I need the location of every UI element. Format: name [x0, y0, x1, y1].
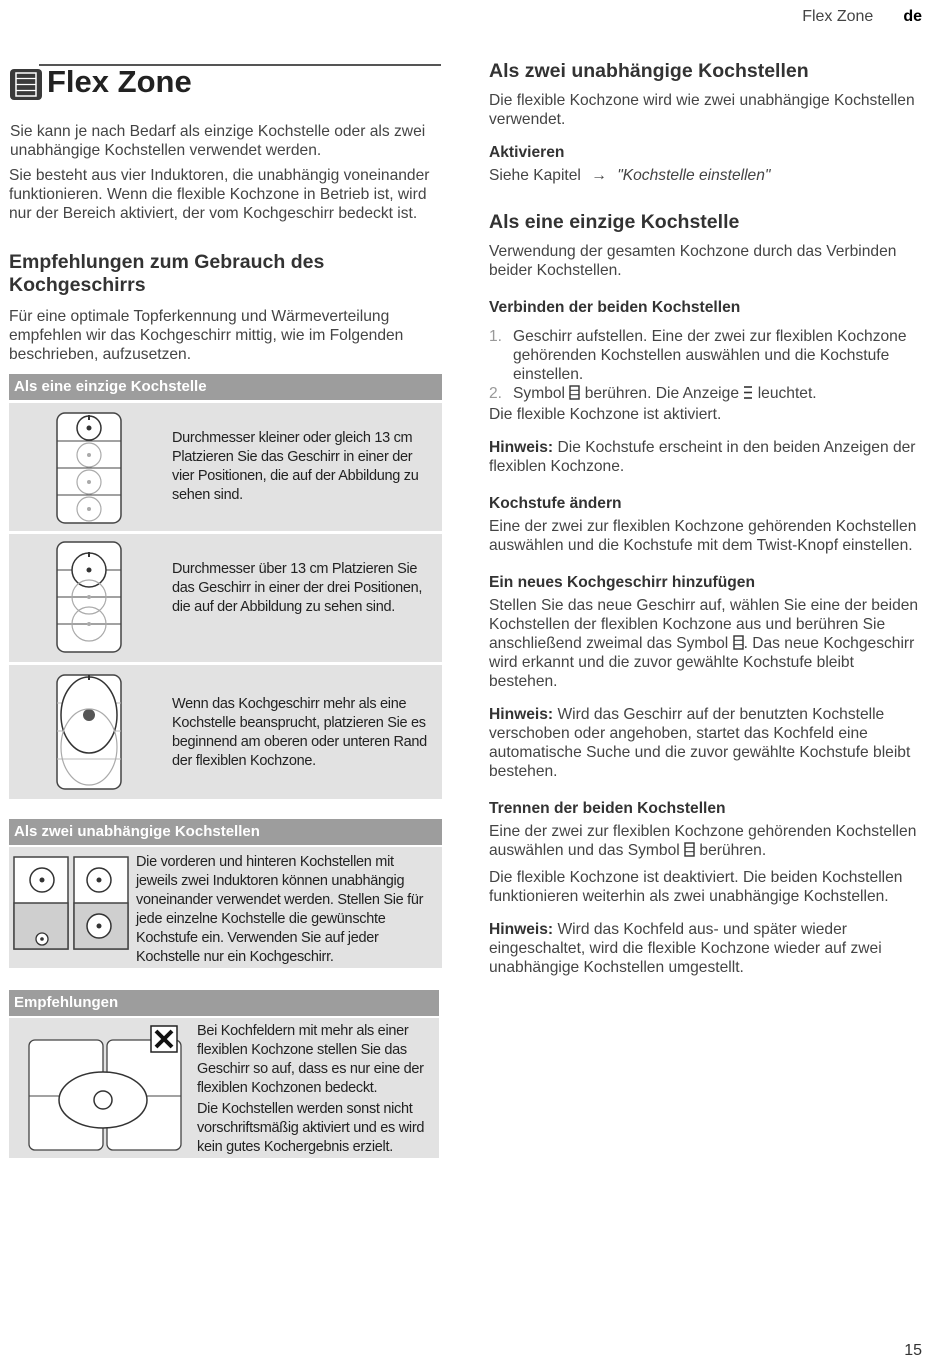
recommendations-panel [9, 990, 439, 1158]
header-language: de [903, 8, 922, 25]
step-number: 1. [489, 328, 503, 345]
heading-change-level: Kochstufe ändern [489, 495, 622, 512]
panel-row-recommendations [9, 1016, 439, 1158]
note-label: Hinweis: [489, 921, 554, 938]
step-number: 2. [489, 385, 503, 402]
cookware-paragraph: Für eine optimale Topferkennung und Wärmeverteilung empfehlen wir das Kochgeschirr mittig, wie im Folgenden beschrieben, aufzusetzen. [9, 308, 404, 363]
paragraph-change-level: Eine der zwei zur flexiblen Kochzone gehörenden Kochstellen auswählen und die Kochstufe mit dem Twist-Knopf einstellen. [489, 518, 917, 554]
panel-row-two-zones [9, 845, 442, 968]
page-header [802, 8, 922, 26]
two-zones-text: Die vorderen und hinteren Kochstellen mit jeweils zwei Induktoren können unabhängig voneinander verwendet werden. Stellen Sie für jede einzelne Kochstelle die gewünschte Kochstufe ein. Verwenden Sie auf jeder Kochstelle nur ein Kochgeschirr. [136, 854, 424, 965]
heading-single-zone: Als eine einzige Kochstelle [489, 211, 740, 233]
flex-zone-icon [9, 68, 43, 101]
note-label: Hinweis: [489, 706, 554, 723]
panel-header-single: Als eine einzige Kochstelle [9, 374, 442, 400]
intro-paragraph-1: Sie kann je nach Bedarf als einzige Kochstelle oder als zwei unabhängige Kochstellen verwendet werden. [10, 123, 426, 159]
activate-prefix: Siehe Kapitel [489, 167, 581, 184]
recommendations-text [197, 1022, 433, 1157]
add-cookware-text-a: Stellen Sie das neue Geschirr auf, wählen Sie eine der beiden Kochstellen der flexiblen Kochzone aus und berühren Sie anschließend zweimal das Symbol [489, 597, 919, 652]
recommendations-text-2: Die Kochstellen werden sonst nicht vorschriftsmäßig aktiviert und es wird kein gutes Kochergebnis erzielt. [197, 1101, 425, 1155]
heading-activate: Aktivieren [489, 144, 565, 161]
paragraph-single-zone: Verwendung der gesamten Kochzone durch das Verbinden beider Kochstellen. [489, 243, 897, 279]
panel-row-large-pot [9, 531, 442, 662]
single-zone-panel [9, 374, 442, 799]
step-text-a: Symbol [513, 385, 565, 402]
heading-add-cookware: Ein neues Kochgeschirr hinzufügen [489, 574, 755, 591]
paragraph-two-zones: Die flexible Kochzone wird wie zwei unabhängige Kochstellen verwendet. [489, 92, 915, 128]
separate-text-b: berühren. [699, 842, 767, 859]
note-1 [489, 438, 921, 476]
right-column [489, 60, 921, 983]
intro-paragraph-2: Sie besteht aus vier Induktoren, die unabhängig voneinander funktionieren. Wenn die flexible Kochzone in Betrieb ist, wird nur der Bereich aktiviert, der vom Kochgeschirr bedeckt ist. [9, 167, 430, 222]
oval-pot-text: Wenn das Kochgeschirr mehr als eine Kochstelle beansprucht, platzieren Sie es beginnend am oberen oder unteren Rand der flexiblen Kochzone. [172, 696, 427, 769]
step-text-c: leuchtet. [757, 385, 817, 402]
large-pot-text: Durchmesser über 13 cm Platzieren Sie das Geschirr in einer der drei Positionen, die auf der Abbildung zu sehen sind. [172, 561, 423, 615]
page-title: Flex Zone [47, 64, 192, 99]
step-text: Geschirr aufstellen. Eine der zwei zur flexiblen Kochzone gehörenden Kochstellen auswählen und die Kochstufe einstellen. [513, 328, 907, 383]
flex-symbol-icon [733, 635, 744, 650]
paragraph-add-cookware [489, 596, 921, 691]
page-number: 15 [904, 1342, 922, 1359]
header-section: Flex Zone [802, 8, 874, 25]
add-cookware-text-b: . Das neue Kochgeschirr wird erkannt und die zuvor gewählte Kochstufe bleibt bestehen. [489, 635, 915, 690]
note-1-text: Die Kochstufe erscheint in den beiden Anzeigen der flexiblen Kochzone. [489, 439, 916, 475]
flex-symbol-icon [569, 385, 580, 400]
paragraph-separate-result: Die flexible Kochzone ist deaktiviert. Die beiden Kochstellen funktionieren weiterhin als zwei unabhängige Kochstellen. [489, 869, 903, 905]
step-text-b: berühren. Die Anzeige [584, 385, 739, 402]
step-1 [489, 327, 921, 384]
note-2-text: Wird das Geschirr auf der benutzten Kochstelle verschoben oder angehoben, startet das Kochfeld eine automatische Suche und die zuvor gewählte Kochstufe bleibt bestehen. [489, 706, 911, 780]
small-pot-positions-diagram [55, 411, 135, 527]
cookware-heading: Empfehlungen zum Gebrauch des Kochgeschirrs [9, 251, 325, 296]
note-2 [489, 705, 921, 781]
display-indicator-icon [743, 385, 753, 400]
activate-reference [489, 166, 921, 185]
note-label: Hinweis: [489, 439, 554, 456]
two-flex-zones-diagram [13, 1022, 188, 1156]
separate-text-a: Eine der zwei zur flexiblen Kochzone gehörenden Kochstellen auswählen und das Symbol [489, 823, 917, 859]
two-zones-diagram [12, 855, 132, 953]
paragraph-separate [489, 822, 921, 860]
panel-header-two: Als zwei unabhängige Kochstellen [9, 819, 442, 845]
oval-pot-diagram [55, 673, 135, 793]
two-zones-panel [9, 819, 442, 968]
left-column [9, 64, 441, 1158]
heading-separate: Trennen der beiden Kochstellen [489, 800, 726, 817]
note-3 [489, 920, 921, 977]
small-pot-text: Durchmesser kleiner oder gleich 13 cm Platzieren Sie das Geschirr in einer der vier Positionen, die auf der Abbildung zu sehen sind. [172, 430, 419, 503]
title-row [39, 64, 441, 112]
note-3-text: Wird das Kochfeld aus- und später wieder eingeschaltet, wird die flexible Kochzone wieder auf zwei unabhängige Kochstellen umgestellt. [489, 921, 882, 976]
heading-connect: Verbinden der beiden Kochstellen [489, 299, 741, 316]
flex-symbol-icon [684, 842, 695, 857]
connected-result: Die flexible Kochzone ist aktiviert. [489, 406, 722, 423]
chapter-link: "Kochstelle einstellen" [617, 167, 771, 184]
panel-row-small-pot [9, 400, 442, 531]
panel-header-recommendations: Empfehlungen [9, 990, 439, 1016]
panel-row-oval-pot [9, 662, 442, 799]
heading-two-zones: Als zwei unabhängige Kochstellen [489, 60, 809, 82]
large-pot-positions-diagram [55, 540, 135, 656]
arrow-icon: → [591, 167, 607, 184]
recommendations-text-1: Bei Kochfeldern mit mehr als einer flexiblen Kochzone stellen Sie das Geschirr so auf, dass es nur eine der flexiblen Kochzonen bedeckt. [197, 1023, 424, 1096]
connect-steps [489, 327, 921, 403]
step-2 [489, 384, 921, 403]
